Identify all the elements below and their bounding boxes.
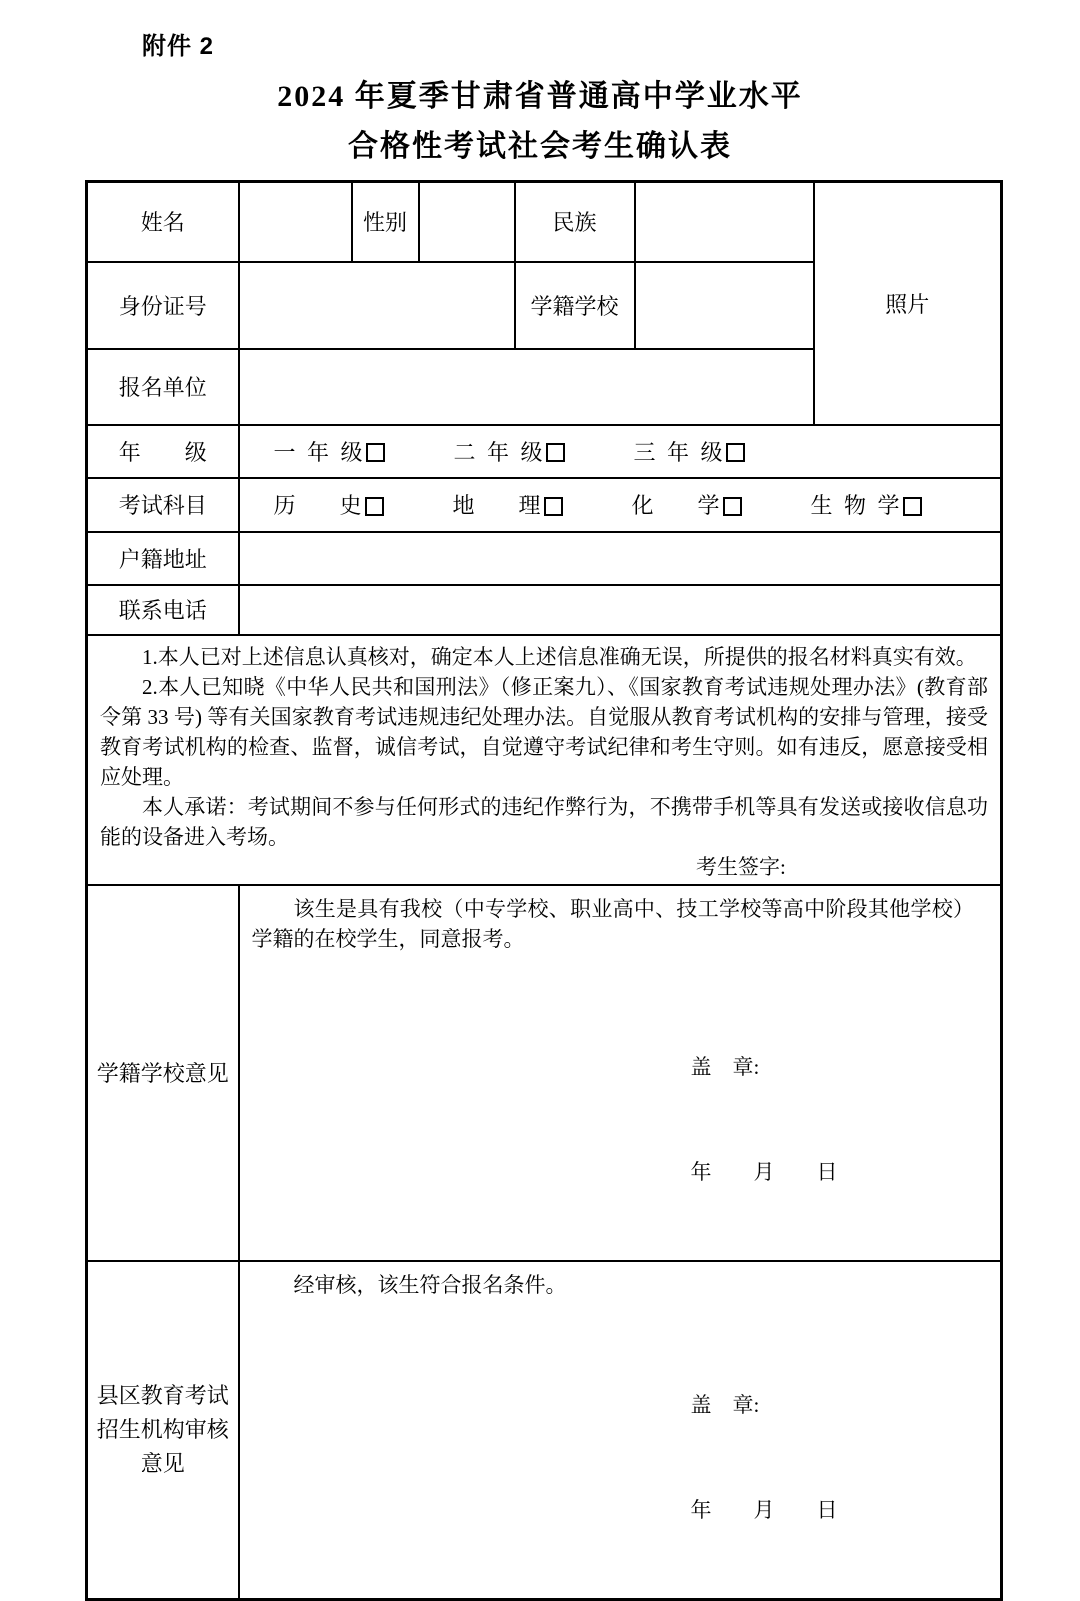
checkbox-icon[interactable]	[723, 497, 742, 516]
confirmation-table	[85, 180, 1003, 1601]
attachment-label: 附件 2	[142, 33, 215, 60]
grade-options	[240, 436, 1001, 467]
county-opinion-stamp-block	[691, 1318, 989, 1598]
date-label: 年 月 日	[690, 1159, 838, 1184]
name-label: 姓名	[87, 182, 239, 262]
name-input-cell[interactable]	[239, 182, 352, 262]
candidate-signature-label: 考生签字:	[696, 854, 786, 879]
county-opinion-label-line2: 招生机构审核	[96, 1416, 229, 1442]
school-opinion-content: 该生是具有我校（中专学校、职业高中、技工学校等高中阶段其他学校）学籍的在校学生，同意报考。	[251, 896, 964, 951]
county-opinion-cell	[239, 1261, 1002, 1600]
address-label: 户籍地址	[87, 532, 239, 585]
page-title-line2: 合格性考试社会考生确认表	[348, 130, 732, 163]
phone-input-cell[interactable]	[239, 585, 1002, 635]
page-title	[0, 72, 1080, 172]
grade-option-2[interactable]	[454, 436, 565, 467]
school-input-cell[interactable]	[635, 262, 814, 349]
subject-option-chemistry[interactable]	[632, 489, 742, 520]
grade-label: 年 级	[87, 425, 239, 478]
photo-box[interactable]: 照片	[814, 182, 1002, 425]
county-opinion-label-line1: 县区教育考试	[96, 1382, 229, 1408]
school-opinion-label: 学籍学校意见	[87, 885, 239, 1261]
grade-option-1[interactable]	[274, 436, 385, 467]
ethnicity-label: 民族	[515, 182, 635, 262]
registration-unit-input-cell[interactable]	[239, 349, 814, 425]
gender-label: 性别	[352, 182, 419, 262]
subject-option-history-label: 历 史	[273, 493, 362, 518]
phone-label: 联系电话	[87, 585, 239, 635]
id-number-label: 身份证号	[87, 262, 239, 349]
id-number-input-cell[interactable]	[239, 262, 515, 349]
date-label: 年 月 日	[690, 1497, 838, 1522]
checkbox-icon[interactable]	[365, 497, 384, 516]
subject-options	[240, 489, 1001, 520]
registration-unit-label: 报名单位	[87, 349, 239, 425]
page-title-line1: 2024 年夏季甘肃省普通高中学业水平	[277, 80, 803, 113]
subject-option-geography[interactable]	[453, 489, 563, 520]
school-label: 学籍学校	[515, 262, 635, 349]
county-opinion-label	[87, 1261, 239, 1600]
grade-option-3[interactable]	[634, 436, 745, 467]
stamp-label: 盖 章:	[690, 1392, 760, 1417]
declaration-item-1: 1.本人已对上述信息认真核对，确定本人上述信息准确无误，所提供的报名材料真实有效。	[142, 644, 977, 669]
subject-option-history[interactable]	[274, 489, 384, 520]
subject-option-biology[interactable]	[811, 489, 922, 520]
checkbox-icon[interactable]	[726, 443, 745, 462]
subjects-label: 考试科目	[87, 478, 239, 532]
checkbox-icon[interactable]	[546, 443, 565, 462]
declaration-promise: 本人承诺：考试期间不参与任何形式的违纪作弊行为，不携带手机等具有发送或接收信息功能的设备进入考场。	[100, 794, 988, 849]
grade-option-3-label: 三 年 级	[633, 439, 723, 465]
school-opinion-stamp-block	[691, 980, 989, 1260]
declaration-item-2: 2.本人已知晓《中华人民共和国刑法》（修正案九）、《国家教育考试违规处理办法》(教育部令第 33 号) 等有关国家教育考试违规违纪处理办法。自觉服从教育考试机构的安排与管理，接受教育考试机构的检查、监督，诚信考试，自觉遵守考试纪律和考生守则。如有违反，愿意接受相应处理。	[100, 674, 988, 789]
checkbox-icon[interactable]	[903, 497, 922, 516]
grade-option-2-label: 二 年 级	[453, 439, 543, 465]
address-input-cell[interactable]	[239, 532, 1002, 585]
subject-option-geography-label: 地 理	[452, 493, 541, 518]
declaration-cell	[87, 635, 1002, 885]
checkbox-icon[interactable]	[544, 497, 563, 516]
stamp-label: 盖 章:	[690, 1054, 760, 1079]
county-opinion-content: 经审核，该生符合报名条件。	[293, 1272, 567, 1297]
grade-options-cell	[239, 425, 1002, 478]
county-opinion-label-line3: 意见	[140, 1450, 185, 1476]
school-opinion-cell	[239, 885, 1002, 1261]
subject-options-cell	[239, 478, 1002, 532]
gender-input-cell[interactable]	[419, 182, 515, 262]
ethnicity-input-cell[interactable]	[635, 182, 814, 262]
subject-option-chemistry-label: 化 学	[631, 493, 720, 518]
subject-option-biology-label: 生 物 学	[810, 493, 900, 518]
checkbox-icon[interactable]	[366, 443, 385, 462]
grade-option-1-label: 一 年 级	[273, 439, 363, 465]
